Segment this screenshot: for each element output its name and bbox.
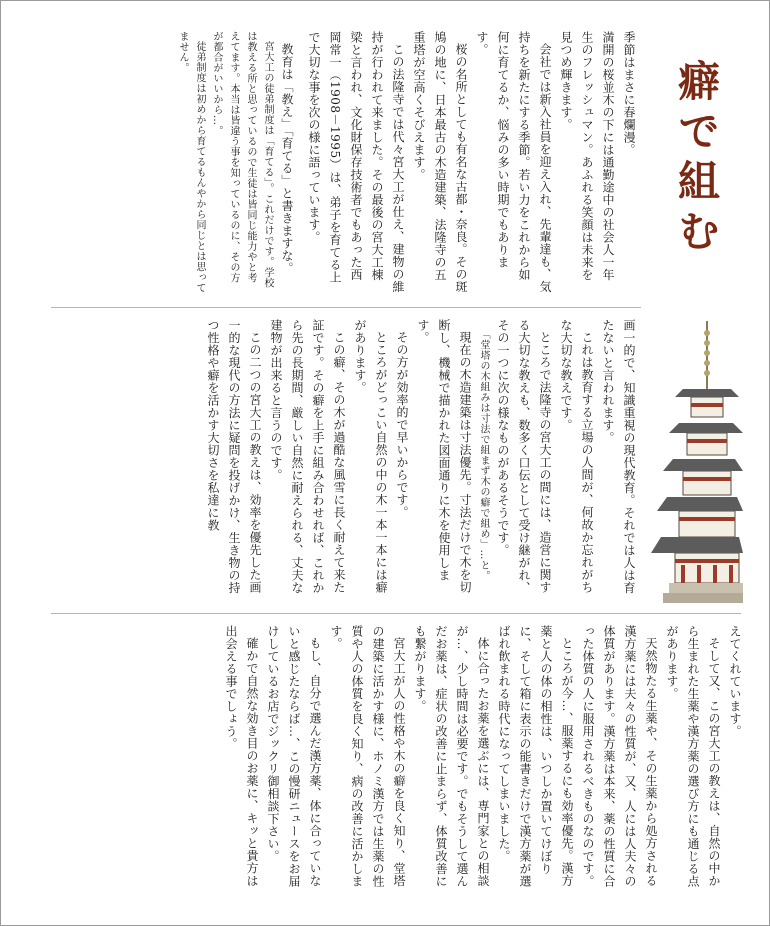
paragraph: 画一的で、知識重視の現代教育。それでは人は育たないと言われます。 [601,319,636,594]
paragraph: 天然物たる生薬や、その生薬から処方される漢方薬には夫々の性質が、又、人には人夫々の体質があります。漢方薬は本来、薬の性質に合った体質の人に服用されるべきものなのです。 [581,625,658,888]
paragraph: 会社では新入社員を迎え入れ、先輩達も、気持ちを新たにする季節。若い力をこれから如何に育てるか、悩みの多い時期でもあります。 [475,31,552,293]
paragraph: ところで法隆寺の宮大工の間には、造営に関する大切な教えも、数多く口伝として受け継がれ、その一つに次の様なものがあるそうです。 [496,319,552,594]
paragraph: 確かで自然な効き目のお薬に、キッと貴方は出会える事でしょう。 [224,625,259,887]
paragraph: えてくれています。 [728,625,742,738]
paragraph: 宮大工が人の性格や木の癖を良く知り、堂塔の建築に活かす様に、ホノミ漢方では生薬の性質や人の体質を良く知り、病の改善に活かします。 [329,625,406,888]
quote-paragraph: 「堂塔の木組みは寸法で組まず木の癖で組め」…と。 [478,329,489,581]
paragraph: 体に合ったお薬を選ぶには、専門家との相談が…、少し時間は必要です。でもそうして選んだお薬は、症状の改善に止まらず、体質改善にも繋がります。 [413,625,490,888]
page-title: 癖で組む [672,59,721,259]
paragraph: この二つの宮大工の教えは、効率を優先した画一的な現代の方法に疑問を投げかけ、生き物の持つ性格や癖を活かす大切さを私達に教 [206,319,262,594]
paragraph: 季節はまさに春爛漫。 [622,31,636,156]
middle-article [35,319,639,601]
paragraph: これは教育する立場の人間が、何故か忘れがちな大切な教えです。 [559,319,594,594]
bottom-article [51,625,745,897]
quote-paragraph: 教育は「教え」「育てる」と書きますな。 [280,43,294,275]
section-divider [51,307,641,308]
paragraph: この癖、その木が過酷な風雪に長く耐えて来た証です。その癖を上手に組み合わせれば、これから先の長期間、厳しい自然に耐えられる、丈夫な建物が出来ると言うのです。 [269,319,346,594]
five-story-pagoda-icon [651,319,743,607]
paragraph: 満開の桜並木の下には通勤途中の社会人一年生のフレッシュマン。あふれる笑顔は未来を見つめ輝きます。 [559,31,615,281]
paragraph: 現在の木造建築は寸法優先。寸法だけで木を切断し、機械で描かれた図面通りに木を使用します。 [416,319,472,594]
paragraph: ところがどっこい自然の中の木一本一本には癖があります。 [353,319,388,594]
paragraph: そして又、この宮大工の教えは、自然の中から生まれた生薬や漢方薬の選び方にも通じる点があります。 [665,625,721,888]
top-article [81,31,639,293]
paragraph: もし、自分で選んだ漢方薬、体に合っていないと感じたならば…、この慢研ニュースをお届けしているお店でジックリ御相談下さい。 [266,625,322,888]
paragraph: その方が効率的で早いからです。 [395,331,409,519]
section-divider [51,613,741,614]
paragraph: 桜の名所としても有名な古都・奈良。その斑鳩の地に、日本最古の木造建築、法隆寺の五重塔が空高くそびえます。 [412,31,468,293]
paragraph: ところが今…、服薬するにも効率優先。漢方薬と人の体の相性は、いつしか置いてけぼりに、そして箱に表示の能書きだけで漢方薬が選ばれ飲まれる時代になってしまいました。 [497,625,574,888]
quote-paragraph: 宮大工の徒弟制度は「育てる」。これだけです。学校は教える所と思っているので生徒は皆同じ能力やと考えてます。本当は皆違う事を知っているのに、その方が都合がいいから…。 [211,31,273,288]
quote-paragraph: 徒弟制度は初めから育てるもんやから同じとは思ってません。 [177,31,205,293]
paragraph: この法隆寺では代々宮大工が仕え、建物の維持が行われて来ました。その最後の宮大工棟梁と言われ、文化財保存技術者でもあった西岡常一（1908－1995）は、弟子を育てる上で大切な事を次の様に語っています。 [307,31,405,293]
